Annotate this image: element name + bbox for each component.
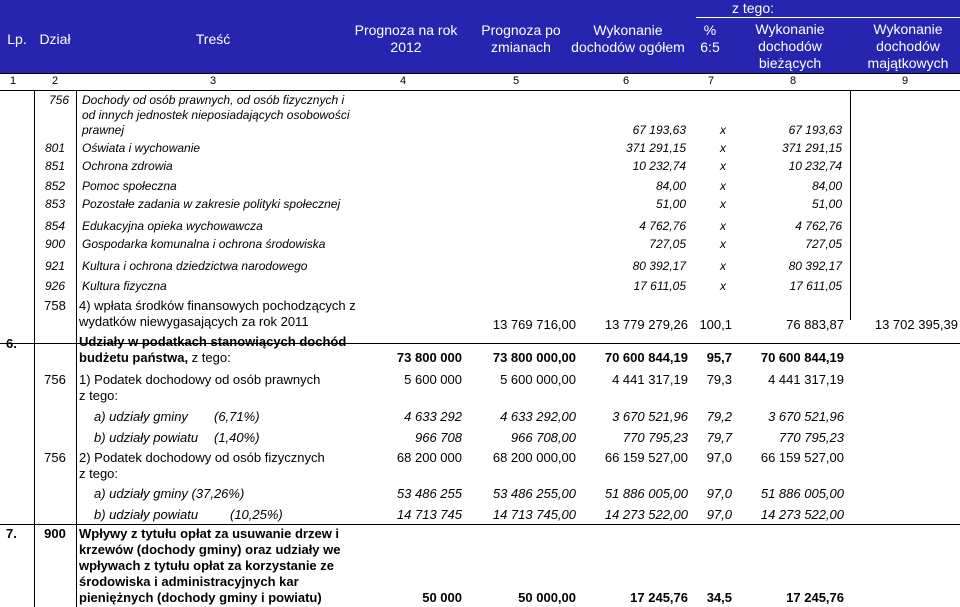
prognoza-po-zmianach: 4 633 292,00 bbox=[500, 409, 576, 424]
percent: 97,0 bbox=[706, 450, 732, 465]
header-lp: Lp. bbox=[7, 30, 27, 47]
row-lp: 6. bbox=[6, 336, 17, 351]
percent: x bbox=[720, 237, 726, 251]
header-z-tego: z tego: bbox=[731, 0, 775, 16]
percent: x bbox=[720, 141, 726, 155]
prognoza-po-zmianach: 53 486 255,00 bbox=[492, 486, 576, 501]
wykonanie-biezace: 17 245,76 bbox=[786, 590, 844, 605]
percent: 100,1 bbox=[699, 317, 732, 332]
wykonanie-ogolem: 4 762,76 bbox=[639, 219, 686, 233]
col-number: 1 bbox=[10, 75, 17, 87]
row-name: Dochody od osób prawnych, od osób fizycznych i bbox=[82, 93, 345, 107]
prognoza-po-zmianach: 50 000,00 bbox=[518, 590, 576, 605]
header-wykonanie-biezace: Wykonanie dochodów bieżących bbox=[755, 20, 825, 71]
percent: x bbox=[720, 179, 726, 193]
prognoza-po-zmianach: 68 200 000,00 bbox=[492, 450, 576, 465]
row-dzial: 801 bbox=[44, 141, 66, 155]
wykonanie-biezace: 76 883,87 bbox=[786, 317, 844, 332]
percent: x bbox=[720, 219, 726, 233]
row-name: 4) wpłata środków finansowych pochodzących z bbox=[79, 298, 356, 313]
row-name: 2) Podatek dochodowy od osób fizycznych bbox=[79, 450, 325, 465]
percent: 95,7 bbox=[706, 350, 732, 365]
percent: x bbox=[720, 259, 726, 273]
header-dzial: Dział bbox=[39, 30, 71, 47]
row-dzial: 852 bbox=[44, 179, 66, 193]
prognoza: 50 000 bbox=[422, 590, 462, 605]
row-dzial: 900 bbox=[44, 526, 66, 541]
wykonanie-biezace: 371 291,15 bbox=[781, 141, 842, 155]
prognoza-po-zmianach: 14 713 745,00 bbox=[492, 507, 576, 522]
percent: 79,7 bbox=[706, 430, 732, 445]
row-name: prawnej bbox=[82, 123, 125, 137]
wykonanie-biezace: 80 392,17 bbox=[788, 259, 842, 273]
prognoza-po-zmianach: 73 800 000,00 bbox=[492, 350, 576, 365]
percent: 79,3 bbox=[706, 372, 732, 387]
row-name: Wpływy z tytułu opłat za usuwanie drzew i bbox=[79, 526, 340, 541]
row-name: a) udziały gminy bbox=[94, 409, 188, 424]
wykonanie-ogolem: 66 159 527,00 bbox=[604, 450, 688, 465]
wykonanie-ogolem: 51,00 bbox=[655, 197, 686, 211]
row-name: od innych jednostek nieposiadających osobowości bbox=[82, 108, 350, 122]
wykonanie-biezace: 14 273 522,00 bbox=[760, 507, 844, 522]
row-lp: 7. bbox=[6, 526, 17, 541]
row-dzial: 926 bbox=[44, 279, 66, 293]
wykonanie-biezace: 66 159 527,00 bbox=[760, 450, 844, 465]
header-wykonanie-majatkowe: Wykonanie dochodów majątkowych bbox=[867, 20, 949, 71]
row-dzial: 756 bbox=[44, 450, 66, 465]
percent: x bbox=[720, 197, 726, 211]
row-name: budżetu państwa, z tego: bbox=[79, 350, 231, 365]
table-header bbox=[0, 0, 960, 73]
prognoza: 53 486 255 bbox=[396, 486, 462, 501]
header-percent: % 6:5 bbox=[700, 22, 720, 55]
wykonanie-ogolem: 371 291,15 bbox=[625, 141, 686, 155]
wykonanie-ogolem: 13 779 279,26 bbox=[604, 317, 688, 332]
percent: x bbox=[720, 123, 726, 137]
wykonanie-biezace: 770 795,23 bbox=[778, 430, 844, 445]
row-rate: (10,25%) bbox=[230, 507, 283, 522]
wykonanie-ogolem: 727,05 bbox=[649, 237, 686, 251]
wykonanie-biezace: 67 193,63 bbox=[788, 123, 842, 137]
wykonanie-biezace: 4 762,76 bbox=[795, 219, 842, 233]
row-rate: (1,40%) bbox=[214, 430, 260, 445]
row-name: Kultura i ochrona dziedzictwa narodowego bbox=[82, 259, 308, 273]
prognoza-po-zmianach: 966 708,00 bbox=[510, 430, 576, 445]
row-name: Gospodarka komunalna i ochrona środowiska bbox=[82, 237, 326, 251]
row-rate: (6,71%) bbox=[214, 409, 260, 424]
wykonanie-ogolem: 51 886 005,00 bbox=[604, 486, 688, 501]
percent: 79,2 bbox=[706, 409, 732, 424]
wykonanie-biezace: 70 600 844,19 bbox=[760, 350, 844, 365]
percent: 34,5 bbox=[706, 590, 732, 605]
row-name: Udziały w podatkach stanowiących dochód bbox=[79, 334, 347, 349]
wykonanie-ogolem: 70 600 844,19 bbox=[604, 350, 688, 365]
header-tresc: Treść bbox=[195, 30, 231, 47]
column-number-row bbox=[0, 73, 960, 91]
row-name: pieniężnych (dochody gminy i powiatu) bbox=[79, 590, 322, 605]
col-number: 2 bbox=[52, 75, 59, 87]
row-name: Edukacyjna opieka wychowawcza bbox=[82, 219, 263, 233]
row-dzial: 756 bbox=[44, 372, 66, 387]
row-z-tego: z tego: bbox=[79, 466, 119, 481]
wykonanie-ogolem: 17 245,76 bbox=[630, 590, 688, 605]
col-number: 4 bbox=[400, 75, 407, 87]
row-name: Pomoc społeczna bbox=[82, 179, 177, 193]
row-z-tego: z tego: bbox=[79, 388, 119, 403]
col-number: 8 bbox=[790, 75, 797, 87]
percent: 97,0 bbox=[706, 486, 732, 501]
prognoza: 4 633 292 bbox=[404, 409, 462, 424]
col-number: 3 bbox=[210, 75, 217, 87]
col-number: 7 bbox=[708, 75, 715, 87]
row-name: Ochrona zdrowia bbox=[82, 159, 173, 173]
wykonanie-biezace: 51 886 005,00 bbox=[760, 486, 844, 501]
wykonanie-ogolem: 3 670 521,96 bbox=[612, 409, 688, 424]
row-name: wydatków niewygasających za rok 2011 bbox=[79, 314, 309, 329]
wykonanie-ogolem: 84,00 bbox=[655, 179, 686, 193]
prognoza: 966 708 bbox=[415, 430, 462, 445]
header-prognoza-po-zmianach: Prognoza po zmianach bbox=[481, 22, 561, 55]
prognoza: 14 713 745 bbox=[396, 507, 462, 522]
col-number: 9 bbox=[902, 75, 909, 87]
wykonanie-ogolem: 17 611,05 bbox=[633, 279, 686, 293]
row-name: b) udziały powiatu bbox=[94, 430, 199, 445]
wykonanie-ogolem: 80 392,17 bbox=[632, 259, 686, 273]
col-number: 6 bbox=[623, 75, 630, 87]
header-prognoza-rok: Prognoza na rok 2012 bbox=[354, 22, 458, 55]
row-name: Oświata i wychowanie bbox=[82, 141, 201, 155]
percent: x bbox=[720, 159, 726, 173]
row-name: wpływach z tytułu opłat za korzystanie ze bbox=[79, 558, 335, 573]
row-name: b) udziały powiatu bbox=[94, 507, 199, 522]
prognoza-po-zmianach: 5 600 000,00 bbox=[500, 372, 576, 387]
row-dzial: 851 bbox=[44, 159, 66, 173]
wykonanie-biezace: 51,00 bbox=[811, 197, 842, 211]
row-name: Pozostałe zadania w zakresie polityki społecznej bbox=[82, 197, 341, 211]
wykonanie-ogolem: 14 273 522,00 bbox=[604, 507, 688, 522]
percent: x bbox=[720, 279, 726, 293]
row-dzial: 854 bbox=[44, 219, 66, 233]
header-wykonanie-ogolem: Wykonanie dochodów ogółem bbox=[571, 22, 685, 55]
row-name: Kultura fizyczna bbox=[82, 279, 167, 293]
percent: 97,0 bbox=[706, 507, 732, 522]
prognoza-po-zmianach: 13 769 716,00 bbox=[492, 317, 576, 332]
wykonanie-ogolem: 770 795,23 bbox=[622, 430, 688, 445]
row-dzial: 756 bbox=[49, 93, 70, 107]
wykonanie-ogolem: 4 441 317,19 bbox=[612, 372, 688, 387]
row-dzial: 758 bbox=[44, 298, 66, 313]
row-name: 1) Podatek dochodowy od osób prawnych bbox=[79, 372, 321, 387]
prognoza: 5 600 000 bbox=[404, 372, 462, 387]
col-number: 5 bbox=[513, 75, 520, 87]
row-name: a) udziały gminy (37,26%) bbox=[94, 486, 245, 501]
row-dzial: 853 bbox=[44, 197, 66, 211]
wykonanie-biezace: 3 670 521,96 bbox=[768, 409, 844, 424]
row-dzial: 921 bbox=[44, 259, 66, 273]
row-name: krzewów (dochody gminy) oraz udziały we bbox=[79, 542, 341, 557]
wykonanie-biezace: 4 441 317,19 bbox=[768, 372, 844, 387]
row-dzial: 900 bbox=[44, 237, 66, 251]
wykonanie-biezace: 17 611,05 bbox=[789, 279, 842, 293]
wykonanie-ogolem: 67 193,63 bbox=[632, 123, 686, 137]
wykonanie-ogolem: 10 232,74 bbox=[632, 159, 686, 173]
wykonanie-majatkowe: 13 702 395,39 bbox=[874, 317, 958, 332]
wykonanie-biezace: 84,00 bbox=[811, 179, 842, 193]
prognoza: 73 800 000 bbox=[396, 350, 462, 365]
prognoza: 68 200 000 bbox=[396, 450, 462, 465]
wykonanie-biezace: 10 232,74 bbox=[788, 159, 842, 173]
wykonanie-biezace: 727,05 bbox=[805, 237, 842, 251]
row-name: środowiska i administracyjnych kar bbox=[79, 574, 299, 589]
